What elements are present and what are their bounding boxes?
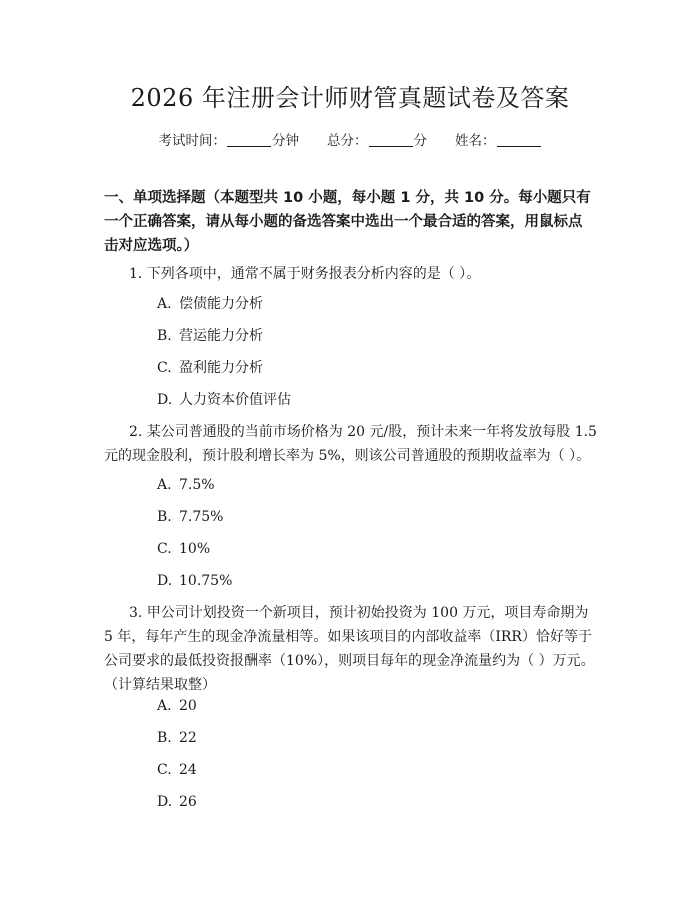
name-label: 姓名：	[455, 133, 496, 149]
question-2-text: 2. 某公司普通股的当前市场价格为 20 元/股，预计未来一年将发放每股 1.5 元的现金股利，预计股利增长率为 5%，则该公司普通股的预期收益率为（ ）。	[104, 424, 597, 464]
name-field	[455, 130, 542, 152]
option-text: 营运能力分析	[179, 328, 263, 344]
option-text: 20	[179, 698, 197, 714]
page-title: 2026 年注册会计师财管真题试卷及答案	[130, 84, 570, 112]
option-text: 10.75%	[179, 573, 233, 589]
question-3-option-a[interactable]	[157, 694, 197, 718]
option-letter: C.	[157, 541, 172, 557]
question-3-option-c[interactable]	[157, 758, 197, 782]
option-letter: C.	[157, 762, 172, 778]
option-letter: A.	[157, 477, 172, 493]
option-text: 22	[179, 730, 197, 746]
option-letter: D.	[157, 573, 173, 589]
option-text: 7.5%	[179, 477, 215, 493]
question-2-option-b[interactable]	[157, 505, 223, 529]
option-letter: D.	[157, 392, 173, 408]
option-letter: A.	[157, 296, 172, 312]
name-blank	[497, 132, 541, 147]
question-1-text: 1. 下列各项中，通常不属于财务报表分析内容的是（ ）。	[129, 266, 481, 282]
total-score-label: 总分：	[327, 133, 368, 149]
question-1-option-a[interactable]	[157, 292, 263, 316]
option-text: 10%	[179, 541, 211, 557]
option-text: 人力资本价值评估	[179, 392, 291, 408]
total-score-blank	[369, 132, 413, 147]
question-3-option-b[interactable]	[157, 726, 197, 750]
option-letter: B.	[157, 509, 172, 525]
option-letter: B.	[157, 730, 172, 746]
question-2-option-a[interactable]	[157, 473, 215, 497]
option-text: 26	[179, 794, 197, 810]
option-letter: A.	[157, 698, 172, 714]
question-1-option-d[interactable]	[157, 388, 291, 412]
option-text: 7.75%	[179, 509, 224, 525]
option-letter: B.	[157, 328, 172, 344]
question-2-option-d[interactable]	[157, 569, 232, 593]
question-3-text: 3. 甲公司计划投资一个新项目，预计初始投资为 100 万元，项目寿命期为 5 年，每年产生的现金净流量相等。如果该项目的内部收益率（IRR）恰好等于公司要求的最低投资报酬率（10%），则项目每年的现金净流量约为（ ）万元。（计算结果取整）	[104, 605, 595, 693]
exam-time-unit: 分钟	[272, 133, 299, 149]
question-1-option-b[interactable]	[157, 324, 263, 348]
total-score-field	[327, 130, 427, 152]
section-heading: 一、单项选择题（本题型共 10 小题，每小题 1 分，共 10 分。每小题只有一个正确答案，请从每小题的备选答案中选出一个最合适的答案，用鼠标点击对应选项。）	[104, 190, 591, 254]
exam-time-blank	[227, 132, 271, 147]
option-text: 盈利能力分析	[179, 360, 263, 376]
question-2-option-c[interactable]	[157, 537, 210, 561]
option-text: 偿债能力分析	[179, 296, 263, 312]
exam-time-field	[159, 130, 300, 152]
option-letter: D.	[157, 794, 173, 810]
question-1-option-c[interactable]	[157, 356, 263, 380]
exam-time-label: 考试时间：	[158, 133, 226, 149]
option-text: 24	[179, 762, 197, 778]
total-score-unit: 分	[413, 133, 427, 149]
exam-meta	[0, 130, 700, 152]
question-3-option-d[interactable]	[157, 790, 197, 814]
option-letter: C.	[157, 360, 172, 376]
